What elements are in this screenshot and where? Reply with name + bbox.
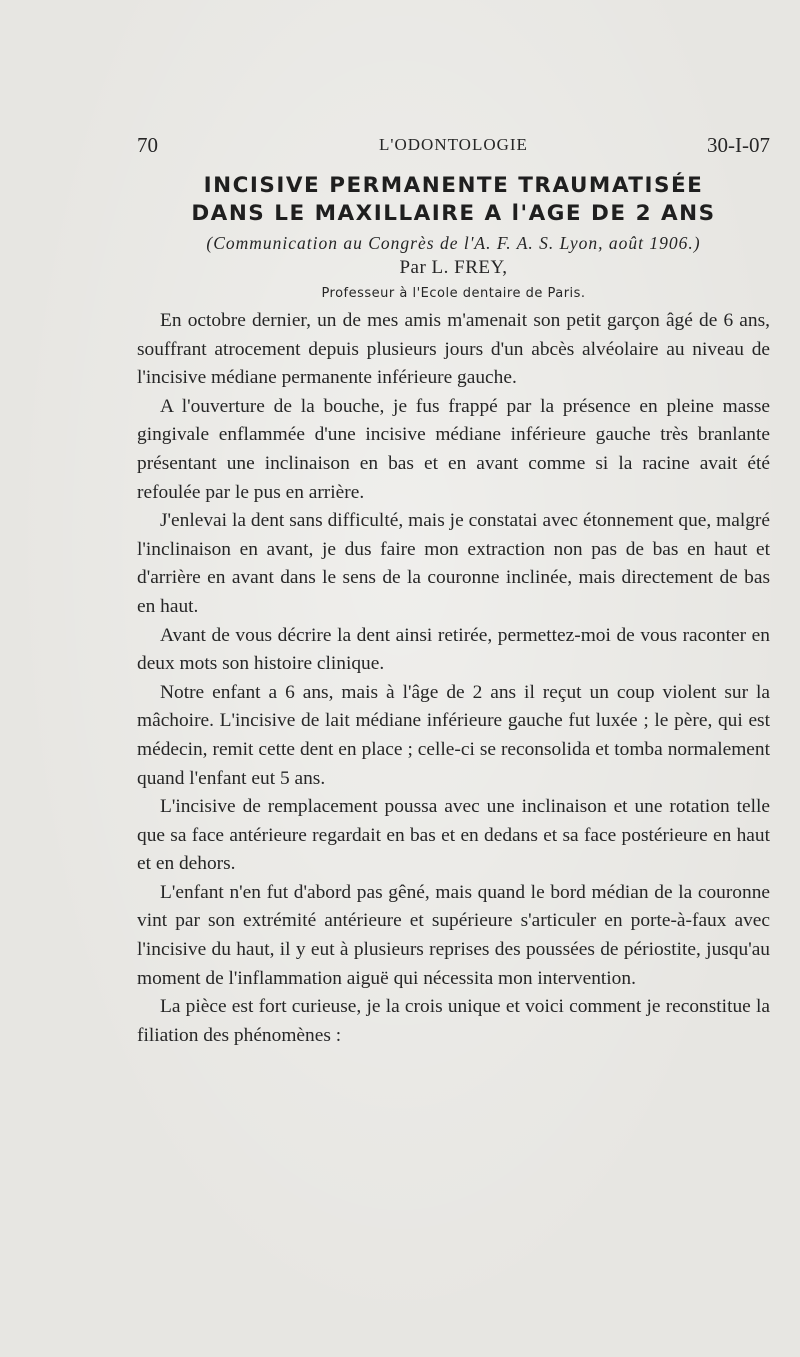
running-header — [137, 133, 770, 163]
page-number: 70 — [137, 133, 158, 157]
paragraph: Notre enfant a 6 ans, mais à l'âge de 2 ans il reçut un coup violent sur la mâchoire. L'incisive de lait médiane inférieure gauche fut luxée ; le père, qui est médecin, remit cette dent en place ; celle-ci se reconsolida et tomba normalement quand l'enfant eut 5 ans. — [137, 681, 770, 789]
paragraph: A l'ouverture de la bouche, je fus frappé par la présence en pleine masse gingivale enflammée d'une incisive médiane inférieure gauche très branlante présentant une inclinaison en bas et en avant comme si la racine avait été refoulée par le pus en arrière. — [137, 395, 770, 503]
paragraph: En octobre dernier, un de mes amis m'amenait son petit garçon âgé de 6 ans, souffrant atrocement depuis plusieurs jours d'un abcès alvéolaire au niveau de l'incisive médiane permanente inférieure gauche. — [137, 310, 770, 389]
paragraph: La pièce est fort curieuse, je la crois unique et voici comment je reconstitue la filiation des phénomènes : — [137, 996, 770, 1046]
article-body — [137, 307, 770, 1050]
paragraph: L'enfant n'en fut d'abord pas gêné, mais quand le bord médian de la couronne vint par son extrémité antérieure et supérieure s'articuler en porte-à-faux avec l'incisive du haut, il y eut à plusieurs reprises des poussées de périostite, jusqu'au moment de l'inflammation aiguë qui nécessita mon intervention. — [137, 881, 770, 989]
paragraph: Avant de vous décrire la dent ainsi retirée, permettez-moi de vous raconter en deux mots son histoire clinique. — [137, 624, 770, 675]
paragraph: L'incisive de remplacement poussa avec une inclinaison et une rotation telle que sa face antérieure regardait en bas et en dedans et sa face postérieure en haut et en dehors. — [137, 796, 770, 875]
article-title-line-1: INCISIVE PERMANENTE TRAUMATISÉE — [203, 173, 704, 198]
issue-date: 30-I-07 — [707, 133, 770, 157]
article-title-line-2: DANS LE MAXILLAIRE A l'AGE DE 2 ANS — [191, 201, 716, 226]
journal-title: L'ODONTOLOGIE — [379, 135, 528, 154]
author-affiliation: Professeur à l'Ecole dentaire de Paris. — [321, 286, 586, 301]
author-line: Par L. FREY, — [399, 257, 508, 278]
paragraph: J'enlevai la dent sans difficulté, mais je constatai avec étonnement que, malgré l'inclinaison en avant, je dus faire mon extraction non pas de bas en haut et d'arrière en avant dans le sens de la couronne inclinée, mais directement de bas en haut. — [137, 510, 770, 617]
article-subtitle: (Communication au Congrès de l'A. F. A. S. Lyon, août 1906.) — [206, 233, 701, 253]
